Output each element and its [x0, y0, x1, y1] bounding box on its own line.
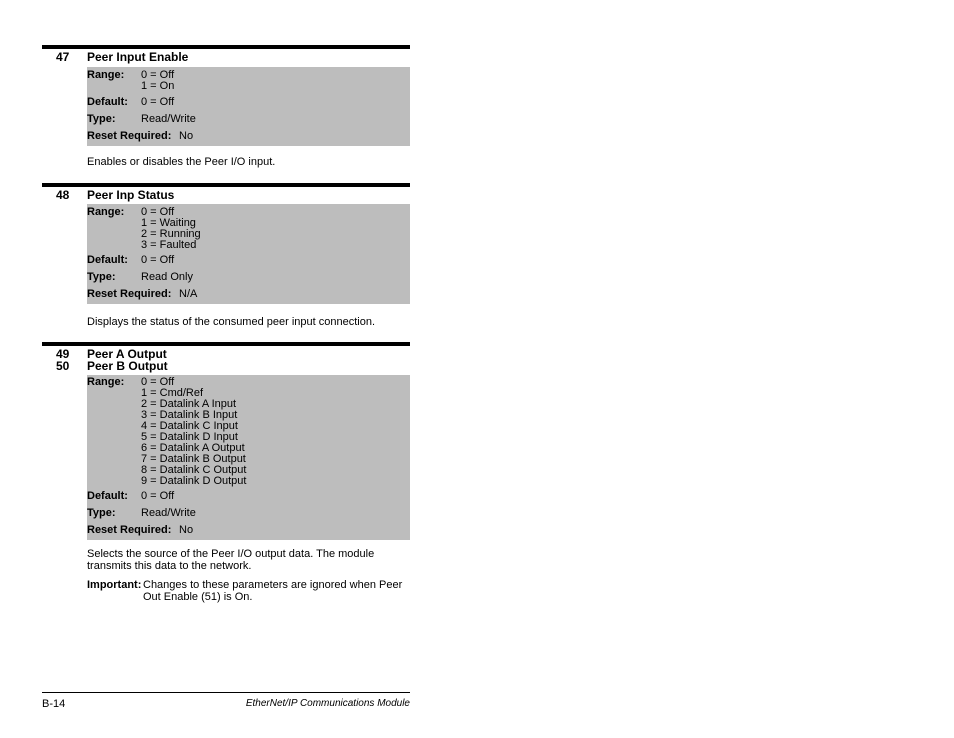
range-value: 2 = Running: [141, 228, 201, 240]
parameter-name: Peer Input Enable: [87, 50, 189, 64]
parameter-49-50: [42, 342, 410, 540]
default-label: Default:: [87, 490, 128, 502]
range-value: 0 = Off: [141, 376, 175, 388]
range-value: 3 = Faulted: [141, 239, 197, 251]
type-value: Read/Write: [141, 113, 196, 125]
range-value: 9 = Datalink D Output: [141, 475, 247, 487]
parameter-name: Peer A Output: [87, 347, 167, 361]
parameter-details-box: [87, 204, 410, 304]
default-value: 0 = Off: [141, 96, 175, 108]
range-label: Range:: [87, 69, 125, 81]
parameter-name: Peer Inp Status: [87, 188, 175, 202]
range-values: [141, 70, 174, 92]
parameter-number: 49: [56, 347, 70, 361]
default-label: Default:: [87, 96, 128, 108]
range-value: 2 = Datalink A Input: [141, 398, 237, 410]
parameter-header: [42, 348, 410, 372]
description-line: transmits this data to the network.: [87, 560, 252, 572]
description-line: Selects the source of the Peer I/O output data. The module: [87, 548, 375, 560]
range-value: 0 = Off: [141, 206, 175, 218]
parameter-47-description: Enables or disables the Peer I/O input.: [87, 156, 276, 168]
range-value: 3 = Datalink B Input: [141, 409, 238, 421]
parameter-header: [42, 189, 410, 201]
range-value: 5 = Datalink D Input: [141, 431, 238, 443]
document-title: EtherNet/IP Communications Module: [245, 698, 410, 709]
range-value: 1 = On: [141, 80, 175, 92]
section-rule: [42, 183, 410, 187]
parameter-details-box: [87, 375, 410, 540]
type-value: Read/Write: [141, 507, 196, 519]
parameter-48: [42, 183, 410, 304]
range-values: [141, 377, 246, 487]
type-label: Type:: [87, 507, 116, 519]
parameter-name: Peer B Output: [87, 359, 168, 373]
range-value: 0 = Off: [141, 69, 175, 81]
reset-required-value: N/A: [179, 288, 198, 300]
parameter-48-description: Displays the status of the consumed peer input connection.: [87, 316, 376, 328]
default-value: 0 = Off: [141, 490, 175, 502]
important-line: Out Enable (51) is On.: [143, 591, 253, 603]
range-field: [87, 70, 124, 81]
range-value: 1 = Waiting: [141, 217, 196, 229]
parameter-49-50-description: [87, 548, 407, 572]
parameter-number: 50: [56, 359, 70, 373]
range-label: Range:: [87, 376, 125, 388]
range-label: Range:: [87, 206, 125, 218]
footer-rule: [42, 692, 410, 693]
range-value: 4 = Datalink C Input: [141, 420, 238, 432]
reset-required-label: Reset Required:: [87, 524, 172, 536]
default-label: Default:: [87, 254, 128, 266]
range-value: 7 = Datalink B Output: [141, 453, 246, 465]
reset-required-value: No: [179, 130, 194, 142]
important-text: [143, 579, 409, 603]
section-rule: [42, 342, 410, 346]
important-label: Important:: [87, 579, 142, 591]
type-label: Type:: [87, 271, 116, 283]
parameter-header: [42, 51, 410, 63]
parameter-details-box: [87, 67, 410, 146]
reset-required-label: Reset Required:: [87, 130, 172, 142]
parameter-number: 47: [56, 50, 70, 64]
range-value: 6 = Datalink A Output: [141, 442, 245, 454]
reset-required-label: Reset Required:: [87, 288, 172, 300]
range-values: [141, 207, 201, 251]
page-number: B-14: [42, 698, 66, 710]
reset-required-value: No: [179, 524, 194, 536]
type-value: Read Only: [141, 271, 193, 283]
range-value: 8 = Datalink C Output: [141, 464, 247, 476]
range-value: 1 = Cmd/Ref: [141, 387, 204, 399]
section-rule: [42, 45, 410, 49]
parameter-47: [42, 45, 410, 146]
important-line: Changes to these parameters are ignored when Peer: [143, 579, 403, 591]
type-label: Type:: [87, 113, 116, 125]
default-value: 0 = Off: [141, 254, 175, 266]
parameter-number: 48: [56, 188, 70, 202]
